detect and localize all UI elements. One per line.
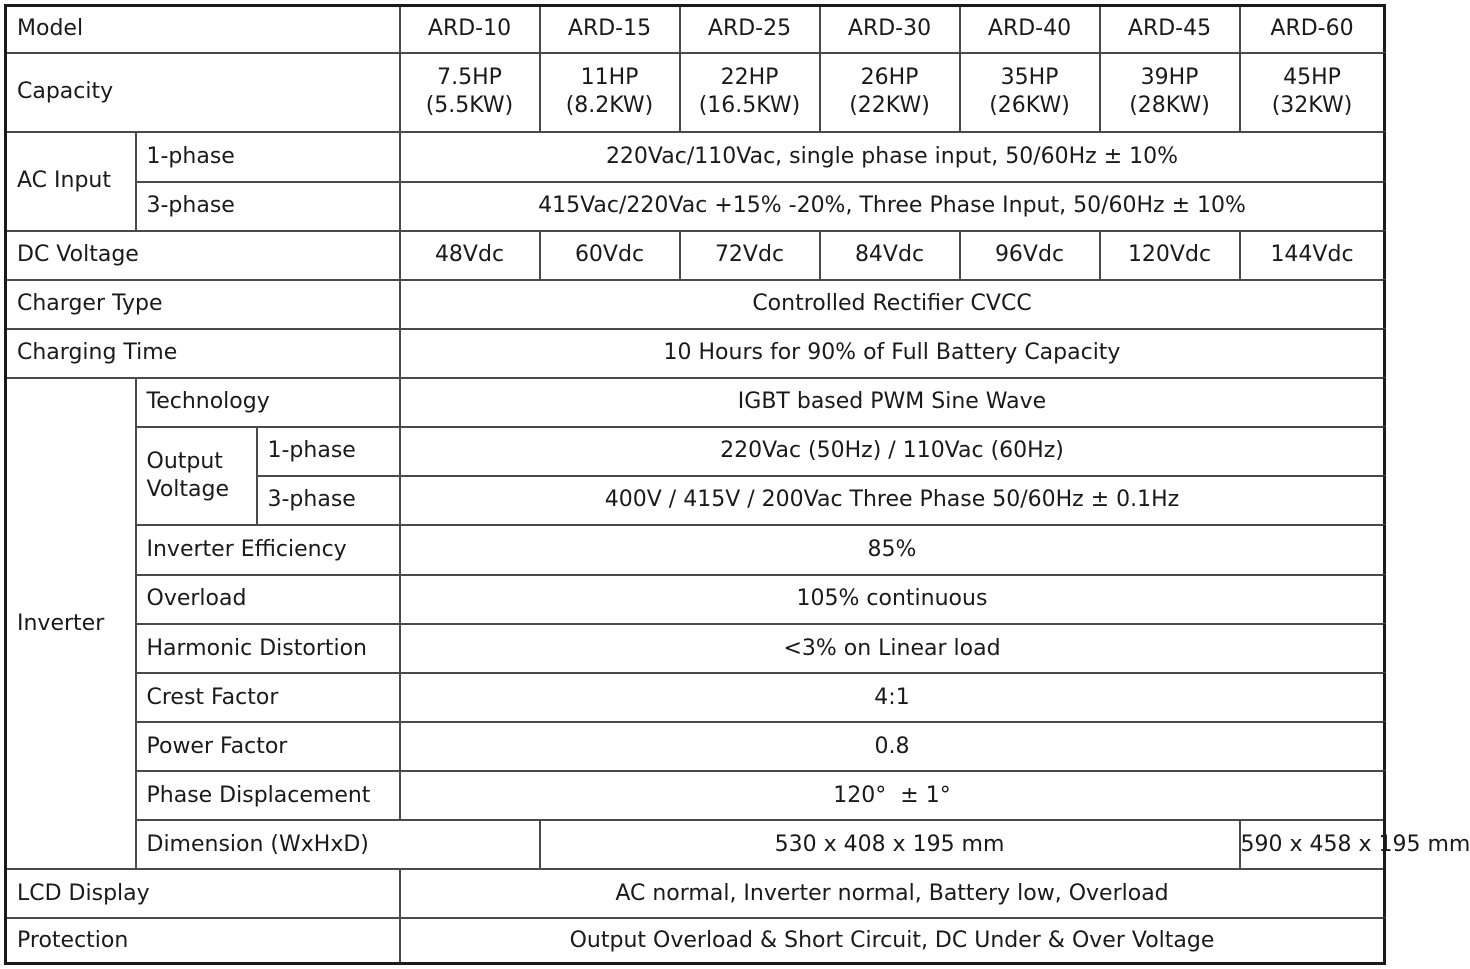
dimension-row (6, 820, 1385, 869)
capacity-cell (1100, 53, 1240, 132)
lcd-display-label: LCD Display (6, 869, 400, 918)
capacity-kw: (8.2KW) (565, 93, 654, 119)
dc-voltage-value: 144Vdc (1240, 231, 1385, 280)
phase-displacement-value: 120° ± 1° (400, 771, 1385, 820)
ac-input-label: AC Input (6, 132, 136, 231)
harmonic-distortion-row (6, 624, 1385, 673)
dc-voltage-value: 72Vdc (680, 231, 820, 280)
capacity-cell (1240, 53, 1385, 132)
charging-time-value: 10 Hours for 90% of Full Battery Capacity (400, 329, 1385, 378)
capacity-kw: (22KW) (849, 93, 930, 119)
capacity-hp: 22HP (720, 64, 779, 90)
dc-voltage-label: DC Voltage (6, 231, 400, 280)
charger-type-label: Charger Type (6, 280, 400, 329)
capacity-label: Capacity (6, 53, 400, 132)
overload-row (6, 575, 1385, 624)
inverter-efficiency-row (6, 525, 1385, 575)
lcd-display-row (6, 869, 1385, 918)
capacity-row (6, 53, 1385, 132)
dc-voltage-value: 60Vdc (540, 231, 680, 280)
capacity-hp: 35HP (1000, 64, 1059, 90)
dimension-value-large: 590 x 458 x 195 mm (1240, 820, 1385, 869)
ac-input-3phase-label: 3-phase (136, 182, 400, 231)
model-ard-10: ARD-10 (400, 6, 540, 53)
capacity-kw: (26KW) (989, 93, 1070, 119)
model-ard-45: ARD-45 (1100, 6, 1240, 53)
dc-voltage-value: 48Vdc (400, 231, 540, 280)
capacity-cell (400, 53, 540, 132)
charging-time-row (6, 329, 1385, 378)
protection-label: Protection (6, 918, 400, 963)
capacity-cell (680, 53, 820, 132)
inverter-label: Inverter (6, 378, 136, 869)
capacity-kw: (5.5KW) (425, 93, 514, 119)
capacity-cell (540, 53, 680, 132)
capacity-cell (820, 53, 960, 132)
model-ard-40: ARD-40 (960, 6, 1100, 53)
ac-input-1phase-label: 1-phase (136, 132, 400, 182)
capacity-hp: 45HP (1283, 64, 1341, 90)
capacity-kw: (28KW) (1129, 93, 1210, 119)
crest-factor-label: Crest Factor (136, 673, 400, 722)
capacity-kw: (32KW) (1271, 93, 1353, 119)
inverter-technology-value: IGBT based PWM Sine Wave (400, 378, 1385, 427)
dc-voltage-value: 96Vdc (960, 231, 1100, 280)
capacity-hp: 11HP (580, 64, 639, 90)
ac-input-1phase-row (6, 132, 1385, 182)
ac-input-3phase-value: 415Vac/220Vac +15% -20%, Three Phase Input, 50/60Hz ± 10% (400, 182, 1385, 231)
overload-label: Overload (136, 575, 400, 624)
harmonic-distortion-value: <3% on Linear load (400, 624, 1385, 673)
phase-displacement-row (6, 771, 1385, 820)
output-voltage-label (136, 427, 257, 525)
inverter-technology-label: Technology (136, 378, 400, 427)
model-ard-60: ARD-60 (1240, 6, 1385, 53)
crest-factor-value: 4:1 (400, 673, 1385, 722)
dc-voltage-row (6, 231, 1385, 280)
model-row (6, 6, 1385, 53)
capacity-kw: (16.5KW) (698, 93, 801, 119)
dc-voltage-value: 84Vdc (820, 231, 960, 280)
dimension-value-small: 530 x 408 x 195 mm (540, 820, 1240, 869)
inverter-efficiency-value: 85% (400, 525, 1385, 575)
phase-displacement-label: Phase Displacement (136, 771, 400, 820)
model-ard-30: ARD-30 (820, 6, 960, 53)
capacity-cell (960, 53, 1100, 132)
power-factor-label: Power Factor (136, 722, 400, 771)
spec-table (4, 4, 1470, 965)
lcd-display-value: AC normal, Inverter normal, Battery low, Overload (400, 869, 1385, 918)
crest-factor-row (6, 673, 1385, 722)
inverter-technology-row (6, 378, 1385, 427)
power-factor-row (6, 722, 1385, 771)
dimension-label: Dimension (WxHxD) (136, 820, 540, 869)
harmonic-distortion-label: Harmonic Distortion (136, 624, 400, 673)
capacity-hp: 26HP (860, 64, 919, 90)
output-voltage-label-line1: Output (146, 448, 223, 474)
output-voltage-1phase-label: 1-phase (257, 427, 400, 476)
model-ard-15: ARD-15 (540, 6, 680, 53)
inverter-efficiency-label: Inverter Efficiency (136, 525, 400, 575)
dc-voltage-value: 120Vdc (1100, 231, 1240, 280)
capacity-hp: 39HP (1140, 64, 1199, 90)
output-voltage-3phase-value: 400V / 415V / 200Vac Three Phase 50/60Hz ± 0.1Hz (400, 476, 1385, 525)
power-factor-value: 0.8 (400, 722, 1385, 771)
model-label: Model (6, 6, 400, 53)
output-voltage-1phase-value: 220Vac (50Hz) / 110Vac (60Hz) (400, 427, 1385, 476)
protection-row (6, 918, 1385, 963)
charging-time-label: Charging Time (6, 329, 400, 378)
output-voltage-1phase-row (6, 427, 1385, 476)
protection-value: Output Overload & Short Circuit, DC Under & Over Voltage (400, 918, 1385, 963)
overload-value: 105% continuous (400, 575, 1385, 624)
capacity-hp: 7.5HP (437, 64, 502, 90)
ac-input-1phase-value: 220Vac/110Vac, single phase input, 50/60Hz ± 10% (400, 132, 1385, 182)
charger-type-value: Controlled Rectifier CVCC (400, 280, 1385, 329)
output-voltage-3phase-label: 3-phase (257, 476, 400, 525)
output-voltage-label-line2: Voltage (146, 476, 230, 502)
ac-input-3phase-row (6, 182, 1385, 231)
model-ard-25: ARD-25 (680, 6, 820, 53)
charger-type-row (6, 280, 1385, 329)
